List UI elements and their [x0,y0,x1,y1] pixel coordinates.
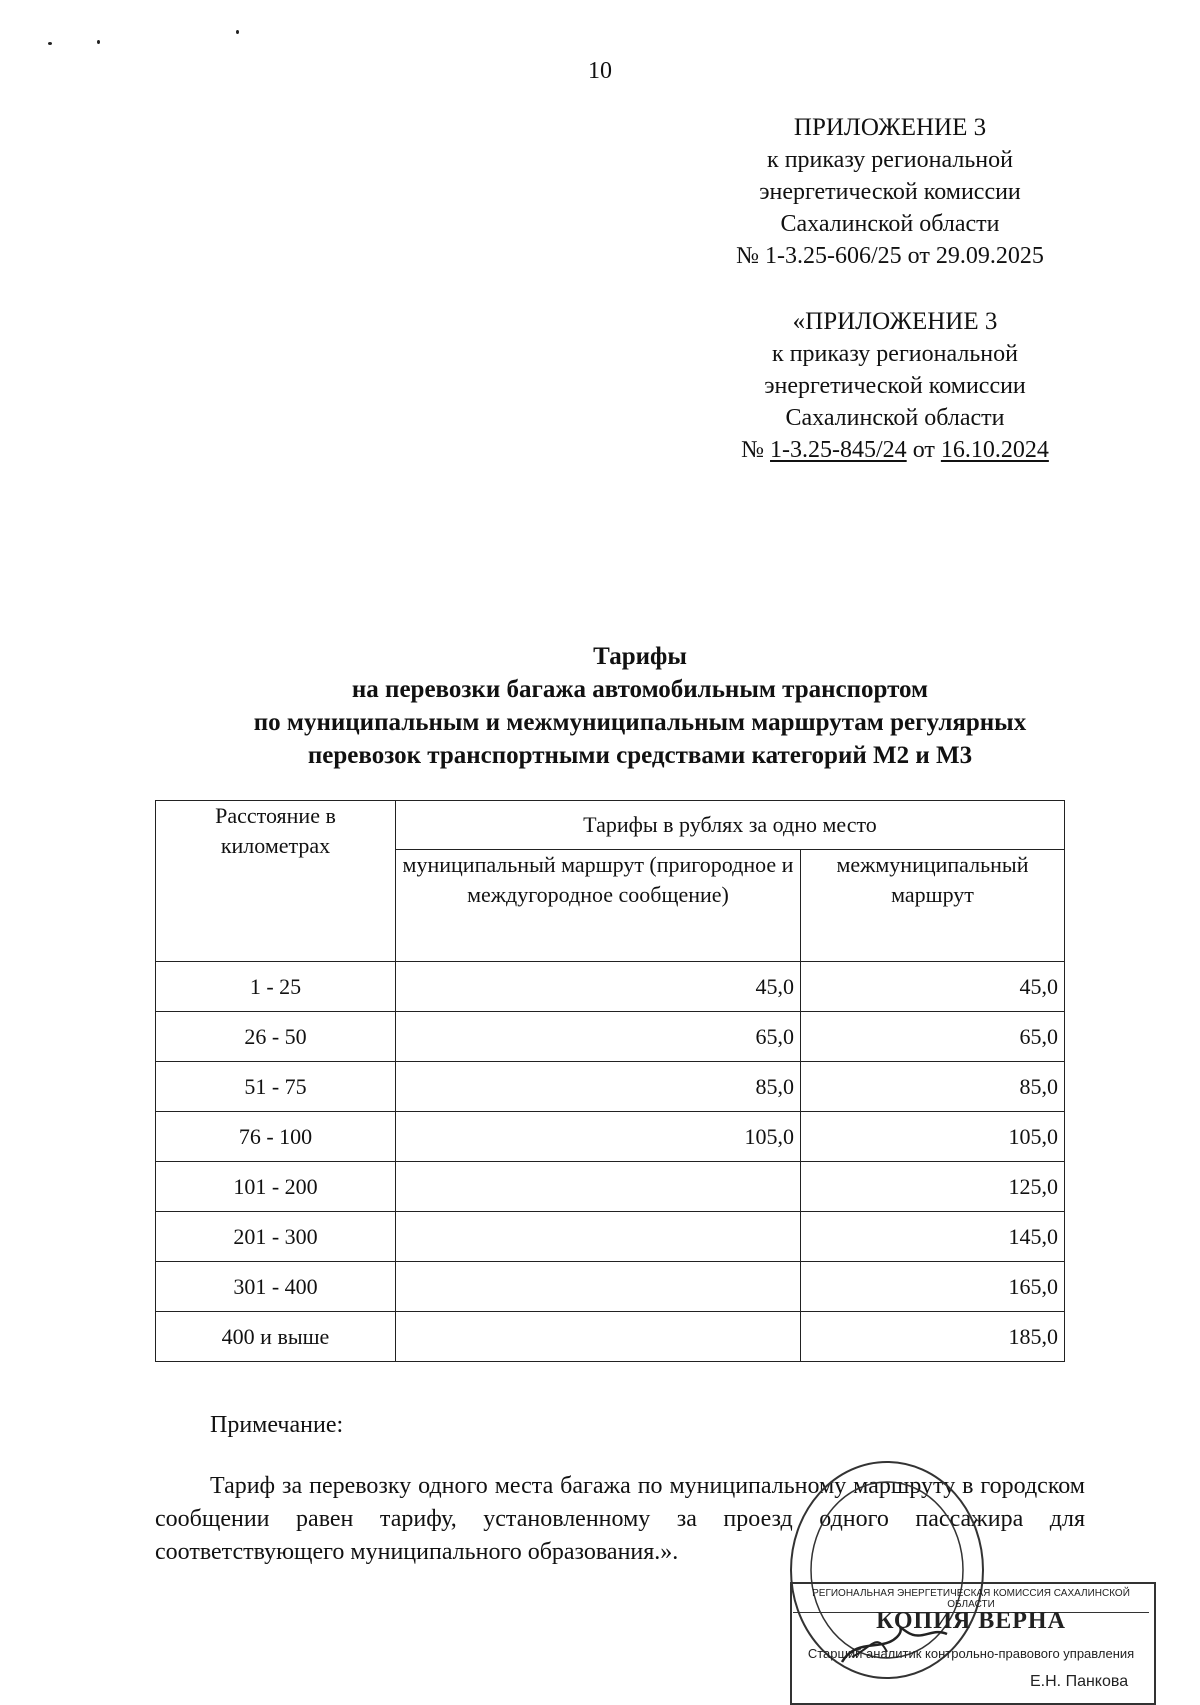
table-row [156,962,1065,1012]
appendix-order: № 1-3.25-606/25 от 29.09.2025 [736,243,1044,269]
cell-intermunicipal: 165,0 [801,1262,1065,1312]
appendix-header-current [700,112,1080,272]
cell-intermunicipal: 185,0 [801,1312,1065,1362]
note-text: Тариф за перевозку одного места багажа по муниципальному маршруту в городском сообщении равен тарифу, установленному за проезд одного пассажира для соответствующего муниципального образования.». [155,1473,1085,1565]
cell-intermunicipal: 105,0 [801,1112,1065,1162]
cell-distance: 76 - 100 [156,1112,396,1162]
order-date: 16.10.2024 [940,437,1049,463]
table-row [156,1012,1065,1062]
order-mid: от [912,437,935,463]
cell-municipal: 65,0 [396,1012,801,1062]
cell-municipal: 105,0 [396,1112,801,1162]
scan-speck [236,30,239,34]
cell-distance: 1 - 25 [156,962,396,1012]
appendix-line: Сахалинской области [780,211,1000,237]
cell-intermunicipal: 45,0 [801,962,1065,1012]
header-intermunicipal: межмуниципальный маршрут [801,850,1065,962]
cell-municipal [396,1262,801,1312]
cell-intermunicipal: 85,0 [801,1062,1065,1112]
table-row [156,1212,1065,1262]
cell-distance: 201 - 300 [156,1212,396,1262]
cell-intermunicipal: 65,0 [801,1012,1065,1062]
cell-municipal [396,1212,801,1262]
appendix-title: «ПРИЛОЖЕНИЕ 3 [792,308,998,335]
scan-speck [97,40,100,44]
order-number: 1-3.25-845/24 [770,437,907,463]
cell-municipal: 45,0 [396,962,801,1012]
page-number: 10 [588,58,612,84]
table-row [156,1062,1065,1112]
table-row [156,1262,1065,1312]
header-tariffs: Тарифы в рублях за одно место [396,801,1065,850]
cell-intermunicipal: 145,0 [801,1212,1065,1262]
title-line: на перевозки багажа автомобильным транспортом [351,676,929,703]
cell-municipal [396,1312,801,1362]
title-line: перевозок транспортными средствами категорий М2 и М3 [307,742,973,769]
table-row [156,1112,1065,1162]
appendix-title: ПРИЛОЖЕНИЕ 3 [793,114,987,141]
table-row [156,1162,1065,1212]
cell-distance: 101 - 200 [156,1162,396,1212]
cell-distance: 400 и выше [156,1312,396,1362]
cell-municipal [396,1162,801,1212]
appendix-line: Сахалинской области [785,405,1005,431]
cell-distance: 26 - 50 [156,1012,396,1062]
appendix-line: энергетической комиссии [759,179,1021,205]
title-line: Тарифы [593,643,687,670]
cell-intermunicipal: 125,0 [801,1162,1065,1212]
cell-municipal: 85,0 [396,1062,801,1112]
stamp-heading: КОПИЯ ВЕРНА [876,1608,1066,1634]
note-label: Примечание: [210,1412,344,1438]
appendix-line: энергетической комиссии [764,373,1026,399]
title-line: по муниципальным и межмуниципальным маршрутам регулярных [253,709,1027,736]
appendix-header-previous [700,306,1090,466]
scan-speck [48,42,52,45]
header-distance: Расстояние в километрах [156,801,396,962]
document-title [120,640,1160,772]
table-header-row [156,801,1065,850]
table-row [156,1312,1065,1362]
cell-distance: 301 - 400 [156,1262,396,1312]
tariffs-table [155,800,1065,1362]
stamp-position: Старший аналитик контрольно-правового управления [807,1646,1135,1661]
appendix-line: к приказу региональной [767,147,1013,173]
appendix-line: к приказу региональной [772,341,1018,367]
header-municipal: муниципальный маршрут (пригородное и междугородное сообщение) [396,850,801,962]
cell-distance: 51 - 75 [156,1062,396,1112]
appendix-order [700,434,1090,466]
stamp-name: Е.Н. Панкова [1030,1673,1129,1690]
stamp-organization: РЕГИОНАЛЬНАЯ ЭНЕРГЕТИЧЕСКАЯ КОМИССИЯ САХАЛИНСКОЙ ОБЛАСТИ [793,1588,1149,1613]
order-prefix: № [741,437,765,463]
